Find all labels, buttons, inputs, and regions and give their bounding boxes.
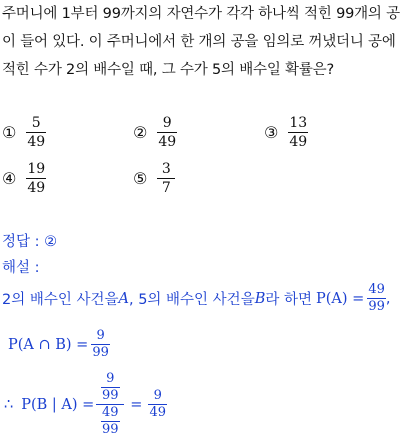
fraction-denominator: 99 [92, 345, 109, 360]
choice-marker: ③ [264, 123, 279, 142]
choice-5[interactable] [133, 160, 175, 197]
fraction-denominator: 99 [102, 422, 119, 437]
choice-marker: ⑤ [133, 169, 148, 188]
problem-line-3: 적힌 수가 2의 배수일 때, 그 수가 5의 배수일 확률은? [2, 62, 334, 78]
fraction-denominator: 49 [27, 134, 46, 150]
fraction-numerator: 19 [27, 161, 46, 177]
fraction-numerator: 9 [162, 115, 172, 131]
probability-fraction [91, 328, 110, 361]
fraction-denominator: 49 [27, 180, 46, 196]
choice-4[interactable] [2, 160, 46, 197]
solution-text: , [385, 290, 391, 307]
fraction-numerator: 13 [289, 115, 308, 131]
fraction-denominator: 7 [161, 180, 171, 196]
fraction-numerator: 49 [368, 282, 385, 297]
solution-line-2 [8, 328, 110, 361]
choice-fraction [157, 160, 175, 197]
fraction-numerator: 5 [31, 115, 41, 131]
choice-fraction [26, 160, 46, 197]
fraction-denominator: 49 [158, 134, 177, 150]
answer-label: 정답 : ② [2, 234, 58, 250]
choice-2[interactable] [133, 114, 177, 151]
conditional-probability-expression: P(B | A) = [21, 396, 95, 413]
choice-marker: ② [133, 123, 148, 142]
choice-marker: ④ [2, 169, 17, 188]
fraction-numerator: 9 [153, 388, 162, 403]
choice-fraction [288, 114, 308, 151]
fraction-denominator: 99 [102, 388, 119, 403]
fraction-numerator: 9 [96, 328, 105, 343]
result-fraction [148, 388, 167, 421]
probability-fraction [367, 282, 386, 315]
fraction-denominator: 49 [149, 405, 166, 420]
event-a-symbol: A [118, 290, 129, 307]
solution-text: 2의 배수인 사건을 [2, 292, 119, 308]
therefore-symbol: ∴ [4, 396, 14, 413]
probability-expression: P(A ∩ B) = [8, 336, 89, 353]
choice-1[interactable] [2, 114, 46, 151]
fraction-numerator: 9 [106, 371, 115, 386]
solution-text: 라 하면 [265, 292, 312, 308]
solution-text: , 5의 배수인 사건을 [128, 292, 255, 308]
equals-sign: = [130, 396, 143, 413]
choice-fraction [157, 114, 177, 151]
compound-fraction-bottom [101, 405, 120, 438]
fraction-denominator: 99 [368, 299, 385, 314]
event-b-symbol: B [254, 290, 266, 307]
choice-fraction [26, 114, 46, 151]
probability-expression: P(A) = [316, 290, 365, 307]
problem-line-2: 이 들어 있다. 이 주머니에서 한 개의 공을 임의로 꺼냈더니 공에 [2, 34, 396, 50]
explanation-label: 해설 : [2, 260, 40, 276]
choice-3[interactable] [264, 114, 308, 151]
fraction-numerator: 49 [102, 405, 119, 420]
solution-line-3 [4, 371, 167, 438]
fraction-denominator: 49 [289, 134, 308, 150]
compound-fraction [96, 371, 124, 438]
choice-marker: ① [2, 123, 17, 142]
solution-line-1 [2, 282, 390, 315]
problem-line-1: 주머니에 1부터 99까지의 자연수가 각각 하나씩 적힌 99개의 공 [2, 6, 400, 22]
fraction-numerator: 3 [161, 161, 171, 177]
compound-fraction-top [101, 371, 120, 404]
